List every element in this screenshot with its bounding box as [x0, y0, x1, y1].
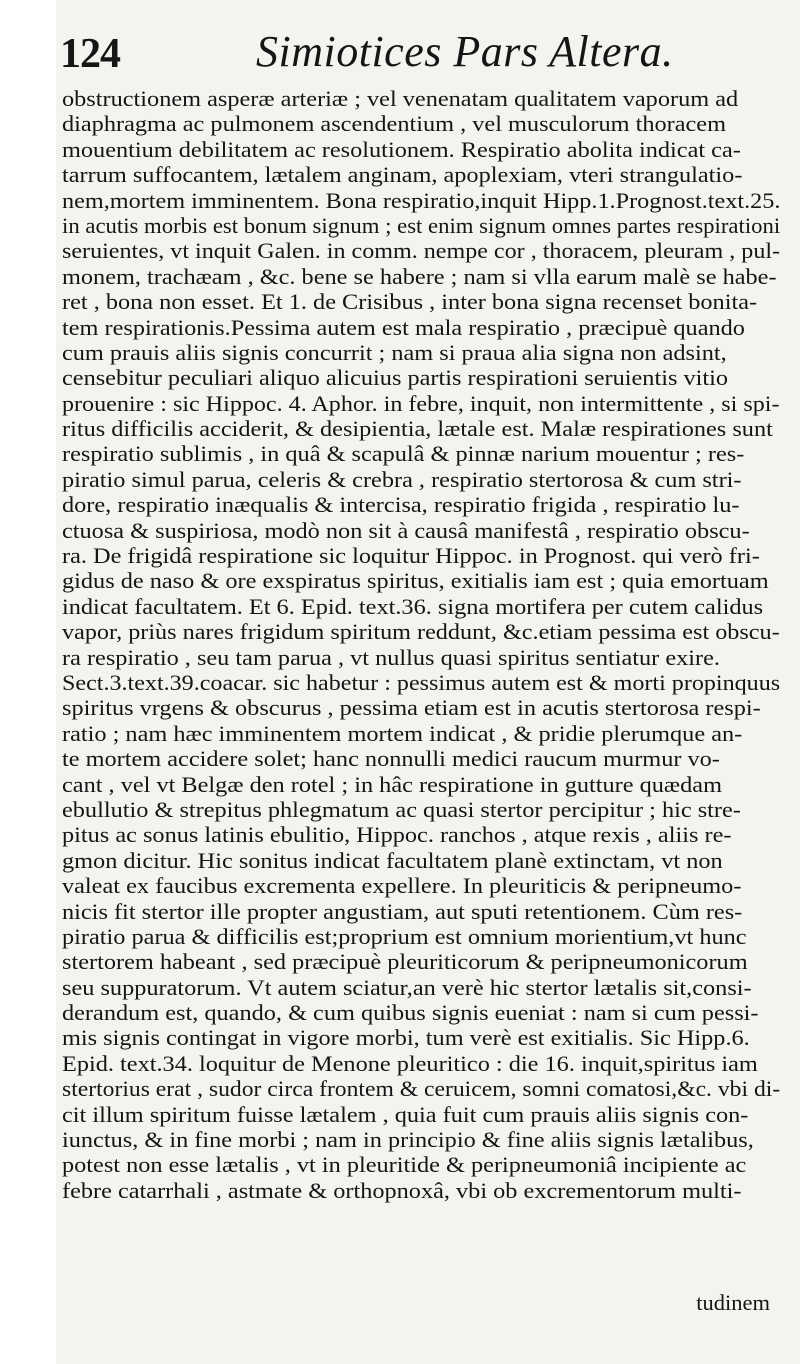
text-line: monem, trachæam , &c. bene se habere ; nam si vlla earum malè se habe- [62, 263, 777, 289]
text-line: dore, respiratio inæqualis & intercisa, respiratio frigida , respiratio lu- [62, 492, 740, 518]
page-header [60, 22, 780, 84]
text-line: respiratio sublimis , in quâ & scapulâ & pinnæ narium mouentur ; res- [62, 441, 745, 467]
text-line: ctuosa & suspiriosa, modò non sit à causâ manifestâ , respiratio obscu- [62, 517, 750, 543]
text-line: ebullutio & strepitus phlegmatum ac quasi stertor percipitur ; hic stre- [62, 796, 741, 822]
text-line: febre catarrhali , astmate & orthopnoxâ, vbi ob excrementorum multi- [62, 1177, 742, 1203]
page-number: 124 [60, 31, 120, 77]
text-line: valeat ex faucibus excrementa expellere. In pleuriticis & peripneumo- [62, 873, 742, 899]
page-margin [0, 0, 56, 1364]
text-line: indicat facultatem. Et 6. Epid. text.36. signa mortifera per cutem calidus [62, 593, 764, 619]
text-line: vapor, priùs nares frigidum spiritum reddunt, &c.etiam pessima est obscu- [62, 619, 780, 645]
text-line: prouenire : sic Hippoc. 4. Aphor. in febre, inquit, non intermittente , si spi- [62, 390, 780, 416]
text-line: diaphragma ac pulmonem ascendentium , vel musculorum thoracem [62, 111, 726, 137]
text-line: ra. De frigidâ respiratione sic loquitur Hippoc. in Prognost. qui verò fri- [62, 543, 760, 569]
text-line: piratio parua & difficilis est;proprium est omnium morientium,vt hunc [62, 923, 747, 949]
text-line: ritus difficilis acciderit, & desipientia, lætale est. Malæ respirationes sunt [62, 416, 773, 442]
text-line: potest non esse lætalis , vt in pleuritide & peripneumoniâ incipiente ac [62, 1152, 747, 1178]
text-line: stertorem habeant , sed præcipuè pleuriticorum & peripneumonicorum [62, 949, 748, 975]
text-line: derandum est, quando, & cum quibus signis eueniat : nam si cum pessi- [62, 1000, 759, 1026]
text-line: nem,mortem imminentem. Bona respiratio,inquit Hipp.1.Prognost.text.25. [62, 187, 781, 213]
text-line: mis signis contingat in vigore morbi, tum verè est exitialis. Sic Hipp.6. [62, 1025, 750, 1051]
text-line: gidus de naso & ore exspiratus spiritus, exitialis iam est ; quia emortuam [62, 568, 769, 594]
running-title: Simiotices Pars Altera. [256, 27, 674, 76]
text-line: in acutis morbis est bonum signum ; est enim signum omnes partes respirationi [62, 212, 781, 238]
text-line: spiritus vrgens & obscurus , pessima etiam est in acutis stertorosa respi- [62, 695, 761, 721]
text-line: censebitur peculiari aliquo alicuius partis respirationi seruientis vitio [62, 365, 729, 391]
text-line: ret , bona non esset. Et 1. de Crisibus , inter bona signa recenset bonita- [62, 289, 758, 315]
text-line: obstructionem asperæ arteriæ ; vel venenatam qualitatem vaporum ad [62, 86, 739, 111]
text-line: tarrum suffocantem, lætalem anginam, apoplexiam, vteri strangulatio- [62, 162, 743, 188]
text-line: te mortem accidere solet; hanc nonnulli medici raucum murmur vo- [62, 746, 720, 772]
text-line: ra respiratio , seu tam parua , vt nullus quasi spiritus sentiatur exire. [62, 644, 720, 670]
text-line: seu suppuratorum. Vt autem sciatur,an verè hic stertor lætalis sit,consi- [62, 974, 752, 1000]
text-line: gmon dicitur. Hic sonitus indicat facultatem planè extinctam, vt non [62, 847, 723, 873]
text-line: pitus ac sonus latinis ebulitio, Hippoc. ranchos , atque rexis , aliis re- [62, 822, 732, 848]
catchword: tudinem [696, 1290, 770, 1315]
text-line: Epid. text.34. loquitur de Menone pleuritico : die 16. inquit,spiritus iam [62, 1050, 758, 1076]
text-line: piratio simul parua, celeris & crebra , respiratio stertorosa & cum stri- [62, 466, 742, 492]
text-line: nicis fit stertor ille propter angustiam, aut sputi retentionem. Cùm res- [62, 898, 743, 924]
text-line: Sect.3.text.39.coacar. sic habetur : pessimus autem est & morti propinquus [62, 669, 781, 695]
text-line: tem respirationis.Pessima autem est mala respiratio , præcipuè quando [62, 314, 745, 340]
body-text [62, 86, 792, 1203]
text-line: stertorius erat , sudor circa frontem & ceruicem, somni comatosi,&c. vbi di- [62, 1076, 781, 1102]
text-line: cit illum spiritum fuisse lætalem , quia fuit cum prauis aliis signis con- [62, 1101, 749, 1127]
text-line: mouentium debilitatem ac resolutionem. Respiratio abolita indicat ca- [62, 136, 741, 162]
text-line: seruientes, vt inquit Galen. in comm. nempe cor , thoracem, pleuram , pul- [62, 238, 781, 264]
text-line: ratio ; nam hæc imminentem mortem indicat , & pridie plerumque an- [62, 720, 743, 746]
text-line: cum prauis aliis signis concurrit ; nam si praua alia signa non adsint, [62, 339, 727, 365]
text-line: cant , vel vt Belgæ den rotel ; in hâc respiratione in gutture quædam [62, 771, 722, 797]
text-line: iunctus, & in fine morbi ; nam in principio & fine aliis signis lætalibus, [62, 1127, 754, 1153]
